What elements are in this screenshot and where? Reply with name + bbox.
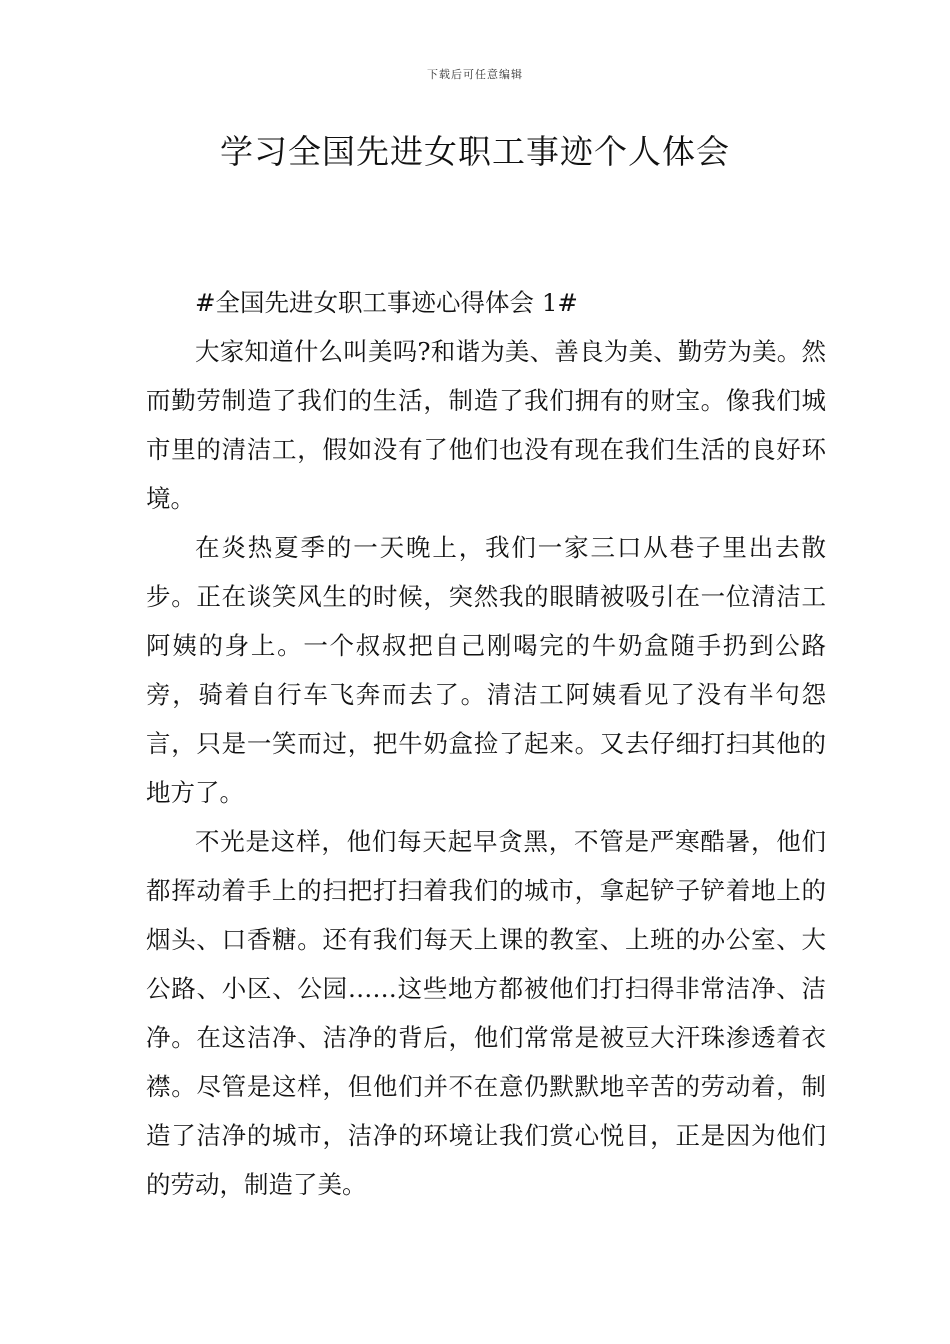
document-title: 学习全国先进女职工事迹个人体会	[220, 132, 730, 171]
section-heading: #全国先进女职工事迹心得体会 1#	[195, 288, 578, 317]
paragraph-2: 在炎热夏季的一天晚上，我们一家三口从巷子里出去散步。正在谈笑风生的时候，突然我的眼睛被吸引在一位清洁工阿姨的身上。一个叔叔把自己刚喝完的牛奶盒随手扔到公路旁，骑着自行车飞奔而去了。清洁工阿姨看见了没有半句怨言，只是一笑而过，把牛奶盒捡了起来。又去仔细打扫其他的地方了。	[146, 533, 826, 807]
paragraph-1: 大家知道什么叫美吗?和谐为美、善良为美、勤劳为美。然而勤劳制造了我们的生活，制造了我们拥有的财宝。像我们城市里的清洁工，假如没有了他们也没有现在我们生活的良好环境。	[146, 337, 826, 513]
document-body	[146, 278, 826, 1209]
header-note: 下载后可任意编辑	[427, 68, 523, 81]
paragraph-3: 不光是这样，他们每天起早贪黑，不管是严寒酷暑，他们都挥动着手上的扫把打扫着我们的城市，拿起铲子铲着地上的烟头、口香糖。还有我们每天上课的教室、上班的办公室、大公路、小区、公园……这些地方都被他们打扫得非常洁净、洁净。在这洁净、洁净的背后，他们常常是被豆大汗珠渗透着衣襟。尽管是这样，但他们并不在意仍默默地辛苦的劳动着，制造了洁净的城市，洁净的环境让我们赏心悦目，正是因为他们的劳动，制造了美。	[146, 827, 826, 1199]
